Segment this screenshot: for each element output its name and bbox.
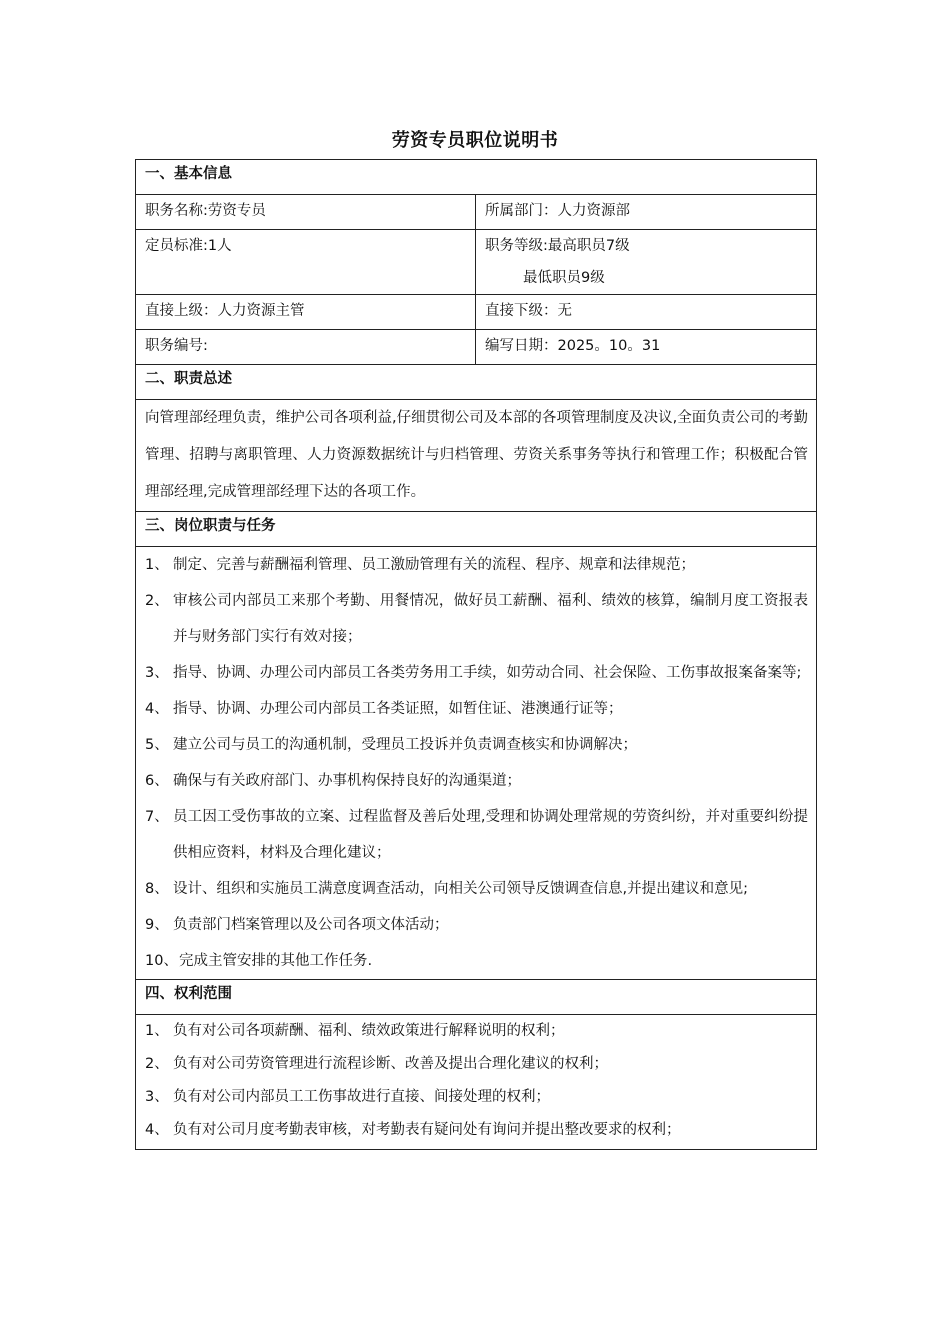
- item-number: 7、: [145, 809, 169, 825]
- item-text: 指导、协调、办理公司内部员工各类劳务用工手续，如劳动合同、社会保险、工伤事故报案备案等;: [173, 665, 802, 681]
- job-code-cell: 职务编号:: [136, 330, 476, 365]
- section-heading: 一、基本信息: [136, 160, 817, 195]
- headcount-cell: 定员标准:1人: [136, 230, 476, 295]
- list-item: [145, 799, 816, 871]
- basic-row-1: [136, 195, 817, 230]
- rights-list: [136, 1015, 817, 1150]
- item-text: 负有对公司劳资管理进行流程诊断、改善及提出合理化建议的权利；: [173, 1056, 608, 1072]
- item-number: 1、: [145, 1023, 169, 1039]
- item-text: 审核公司内部员工来那个考勤、用餐情况，做好员工薪酬、福利、绩效的核算，编制月度工资报表并与财务部门实行有效对接；: [173, 593, 808, 645]
- item-text: 确保与有关政府部门、办事机构保持良好的沟通渠道；: [173, 773, 521, 789]
- item-number: 2、: [145, 1056, 169, 1072]
- item-text: 制定、完善与薪酬福利管理、员工激励管理有关的流程、程序、规章和法律规范；: [173, 557, 695, 573]
- date-cell: 编写日期：2025。10。31: [476, 330, 817, 365]
- position-name-cell: 职务名称:劳资专员: [136, 195, 476, 230]
- duties-list: [136, 547, 817, 980]
- item-text: 设计、组织和实施员工满意度调查活动，向相关公司领导反馈调查信息,并提出建议和意见;: [173, 881, 748, 897]
- item-text: 负有对公司内部员工工伤事故进行直接、间接处理的权利；: [173, 1089, 550, 1105]
- list-item: [145, 907, 816, 943]
- grade-line-1: 职务等级:最高职员7级: [485, 238, 630, 254]
- department-cell: 所属部门：人力资源部: [476, 195, 817, 230]
- list-item: [145, 1114, 816, 1147]
- item-number: 3、: [145, 1089, 169, 1105]
- item-text: 指导、协调、办理公司内部员工各类证照，如暂住证、港澳通行证等；: [173, 701, 623, 717]
- item-text: 负责部门档案管理以及公司各项文体活动；: [173, 917, 449, 933]
- basic-row-2: [136, 230, 817, 295]
- list-item: [145, 871, 816, 907]
- summary-text: 向管理部经理负责，维护公司各项利益,仔细贯彻公司及本部的各项管理制度及决议,全面负责公司的考勤管理、招聘与离职管理、人力资源数据统计与归档管理、劳资关系事务等执行和管理工作；积极配合管理部经理,完成管理部经理下达的各项工作。: [145, 410, 808, 500]
- section-header-basic: [136, 160, 817, 195]
- list-item: [145, 1015, 816, 1048]
- list-item: [145, 1081, 816, 1114]
- subordinate-cell: 直接下级：无: [476, 295, 817, 330]
- list-item: [145, 691, 816, 727]
- summary-row: [136, 400, 817, 512]
- duties-row: [136, 547, 817, 980]
- item-number: 3、: [145, 665, 169, 681]
- list-item: [145, 727, 816, 763]
- summary-cell: [136, 400, 817, 512]
- grade-cell: [476, 230, 817, 295]
- item-number: 5、: [145, 737, 169, 753]
- item-number: 1、: [145, 557, 169, 573]
- item-text: 员工因工受伤事故的立案、过程监督及善后处理,受理和协调处理常规的劳资纠纷，并对重要纠纷提供相应资料，材料及合理化建议；: [173, 809, 808, 861]
- section-heading: 二、职责总述: [136, 365, 817, 400]
- item-number: 10、: [145, 953, 178, 969]
- list-item: [145, 547, 816, 583]
- list-item: [145, 1048, 816, 1081]
- section-header-rights: [136, 980, 817, 1015]
- document-title: 劳资专员职位说明书: [391, 130, 559, 151]
- list-item: [145, 655, 816, 691]
- basic-row-3: [136, 295, 817, 330]
- section-heading: 三、岗位职责与任务: [136, 512, 817, 547]
- list-item: [145, 763, 816, 799]
- list-item: [145, 583, 816, 655]
- item-number: 8、: [145, 881, 169, 897]
- item-number: 9、: [145, 917, 169, 933]
- item-number: 2、: [145, 593, 169, 609]
- item-number: 4、: [145, 1122, 169, 1138]
- job-description-table: [135, 159, 817, 1150]
- item-text: 完成主管安排的其他工作任务.: [179, 953, 373, 969]
- list-item: [145, 943, 816, 979]
- section-heading: 四、权利范围: [136, 980, 817, 1015]
- item-text: 建立公司与员工的沟通机制，受理员工投诉并负责调查核实和协调解决；: [173, 737, 637, 753]
- rights-row: [136, 1015, 817, 1150]
- section-header-duties: [136, 512, 817, 547]
- section-header-summary: [136, 365, 817, 400]
- item-number: 6、: [145, 773, 169, 789]
- item-text: 负有对公司各项薪酬、福利、绩效政策进行解释说明的权利；: [173, 1023, 565, 1039]
- basic-row-4: [136, 330, 817, 365]
- superior-cell: 直接上级：人力资源主管: [136, 295, 476, 330]
- grade-line-2: 最低职员9级: [523, 270, 605, 286]
- item-text: 负有对公司月度考勤表审核，对考勤表有疑问处有询问并提出整改要求的权利；: [173, 1122, 681, 1138]
- item-number: 4、: [145, 701, 169, 717]
